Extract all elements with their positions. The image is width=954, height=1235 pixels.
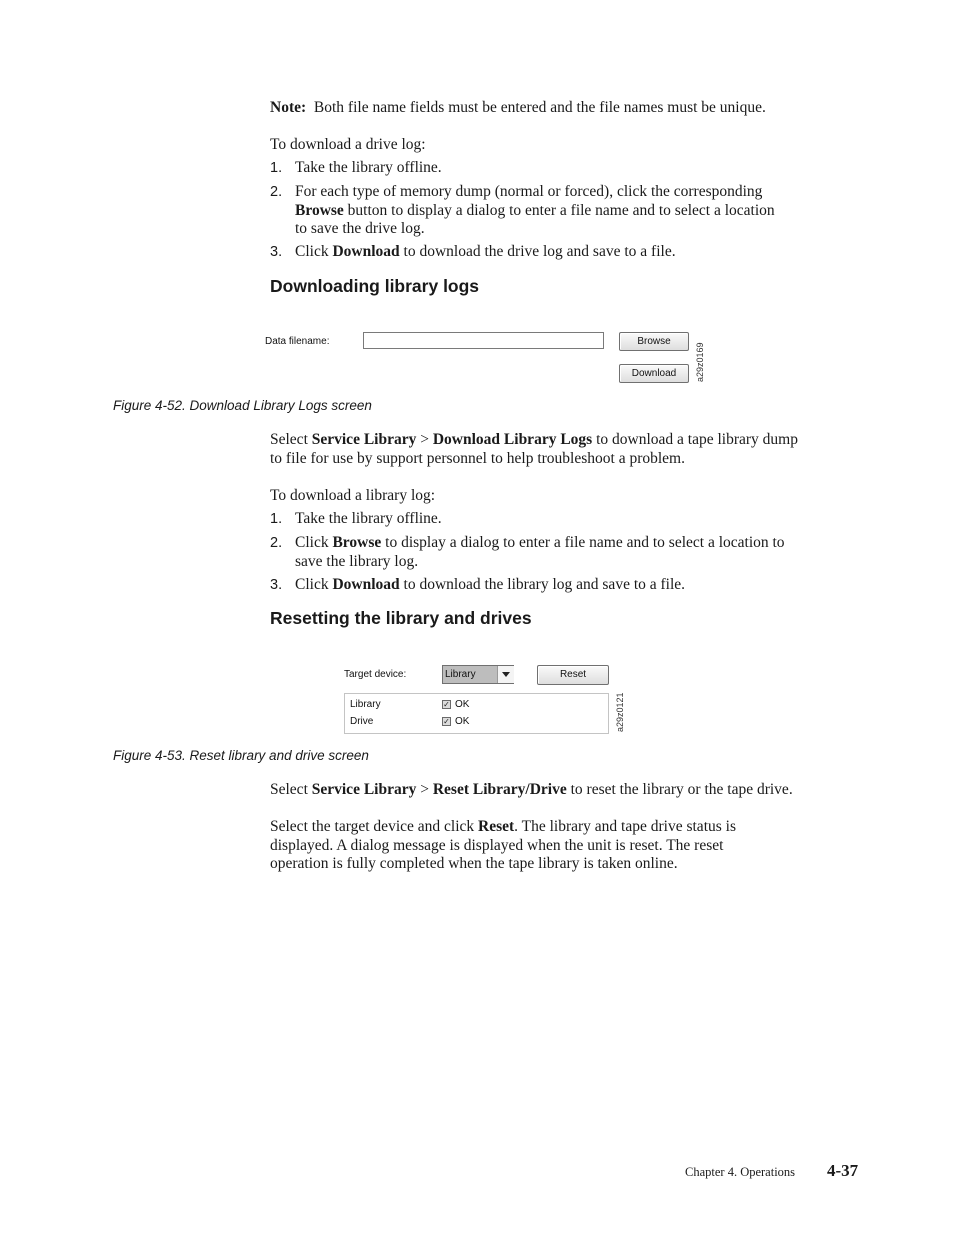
reset-button[interactable]: Reset [537, 665, 609, 685]
step-text-line-3: to save the drive log. [295, 220, 425, 237]
desc-post: to reset the library or the tape drive. [566, 781, 793, 798]
step-number: 1. [270, 160, 283, 176]
step-text-line-2: save the library log. [295, 552, 419, 570]
figure-caption-4-52: Figure 4-52. Download Library Logs screen [113, 398, 372, 413]
step-text-pre: Click [295, 576, 333, 593]
status-row-drive-name: Drive [350, 716, 374, 727]
step-text [295, 576, 685, 595]
step-text: Take the library offline. [295, 159, 442, 176]
menu-service-library: Service Library [311, 781, 417, 798]
para-post: . The library and tape drive status is [514, 818, 736, 835]
reset-term: Reset [478, 818, 515, 835]
step-text-line-2-rest: button to display a dialog to enter a file name and to select a location [343, 201, 775, 219]
library-log-intro: To download a library log: [270, 487, 436, 504]
select-value: Library [443, 666, 497, 683]
status-row-library-name: Library [350, 699, 381, 710]
figure-caption-4-53: Figure 4-53. Reset library and drive screen [113, 748, 369, 763]
section-heading-resetting: Resetting the library and drives [270, 608, 532, 628]
step-text-pre: Click [295, 243, 333, 260]
reset-figure [340, 660, 640, 740]
step-text-line-1: For each type of memory dump (normal or forced), click the corresponding [295, 183, 763, 200]
step-number: 1. [270, 511, 283, 527]
reset-para-line-1 [270, 818, 736, 837]
note-paragraph [270, 99, 766, 118]
figure-art-id: a29z0169 [695, 342, 705, 382]
step-text-pre: Click [295, 534, 333, 551]
download-term: Download [332, 576, 400, 593]
reset-desc [270, 781, 793, 800]
para-pre: Select the target device and click [270, 818, 479, 835]
download-button[interactable]: Download [619, 364, 689, 383]
note-label: Note: [270, 99, 307, 116]
library-log-step-2 [270, 534, 785, 570]
step-text-post: to display a dialog to enter a file name and to select a location to [381, 534, 785, 551]
target-device-label: Target device: [344, 669, 407, 680]
drive-log-step-2 [270, 183, 775, 237]
download-logs-desc-line-2: to file for use by support personnel to help troubleshoot a problem. [270, 450, 685, 467]
chevron-down-icon[interactable] [497, 666, 514, 683]
step-text: Take the library offline. [295, 510, 442, 527]
menu-separator: > [416, 781, 433, 798]
step-number: 2. [270, 184, 283, 200]
status-row-library-status: OK [455, 699, 470, 710]
desc-pre: Select [270, 781, 312, 798]
target-device-select[interactable] [442, 665, 514, 684]
library-log-step-1 [270, 510, 442, 529]
checkbox-icon: ✓ [443, 700, 450, 709]
data-filename-input[interactable] [363, 332, 604, 349]
library-log-step-3 [270, 576, 686, 595]
footer-chapter: Chapter 4. Operations [685, 1165, 796, 1179]
status-panel [344, 693, 609, 734]
menu-reset-library-drive: Reset Library/Drive [432, 781, 567, 798]
download-term: Download [332, 243, 400, 260]
checkbox-icon: ✓ [443, 717, 450, 726]
drive-log-step-1 [270, 159, 442, 178]
desc-post: to download a tape library dump [592, 431, 798, 448]
menu-separator: > [416, 431, 433, 448]
drive-log-step-3 [270, 243, 676, 262]
download-logs-desc-line-1 [270, 431, 798, 450]
step-number: 2. [270, 535, 283, 551]
reset-para-line-2: displayed. A dialog message is displayed when the unit is reset. The reset [270, 837, 724, 854]
step-text [295, 243, 676, 262]
step-number: 3. [270, 244, 283, 260]
step-text-post: to download the library log and save to a file. [399, 576, 686, 593]
step-text-line-1 [295, 534, 785, 553]
browse-term: Browse [295, 201, 344, 219]
download-logs-figure [262, 326, 722, 388]
status-row-drive-status: OK [455, 716, 470, 727]
data-filename-label: Data filename: [265, 336, 330, 347]
figure-art-id: a29z0121 [615, 692, 625, 732]
step-text-line-2 [295, 202, 775, 221]
menu-download-library-logs: Download Library Logs [432, 431, 593, 448]
note-text: Both file name fields must be entered and the file names must be unique. [313, 99, 766, 116]
section-heading-downloading-logs: Downloading library logs [270, 276, 480, 296]
reset-para-line-3: operation is fully completed when the tape library is taken online. [270, 855, 678, 872]
browse-term: Browse [332, 534, 382, 551]
browse-button[interactable]: Browse [619, 332, 689, 351]
menu-service-library: Service Library [311, 431, 417, 448]
drive-log-intro: To download a drive log: [270, 136, 426, 153]
step-number: 3. [270, 577, 283, 593]
step-text-post: to download the drive log and save to a file. [399, 243, 676, 260]
desc-pre: Select [270, 431, 312, 448]
footer-page-number: 4-37 [827, 1161, 859, 1180]
